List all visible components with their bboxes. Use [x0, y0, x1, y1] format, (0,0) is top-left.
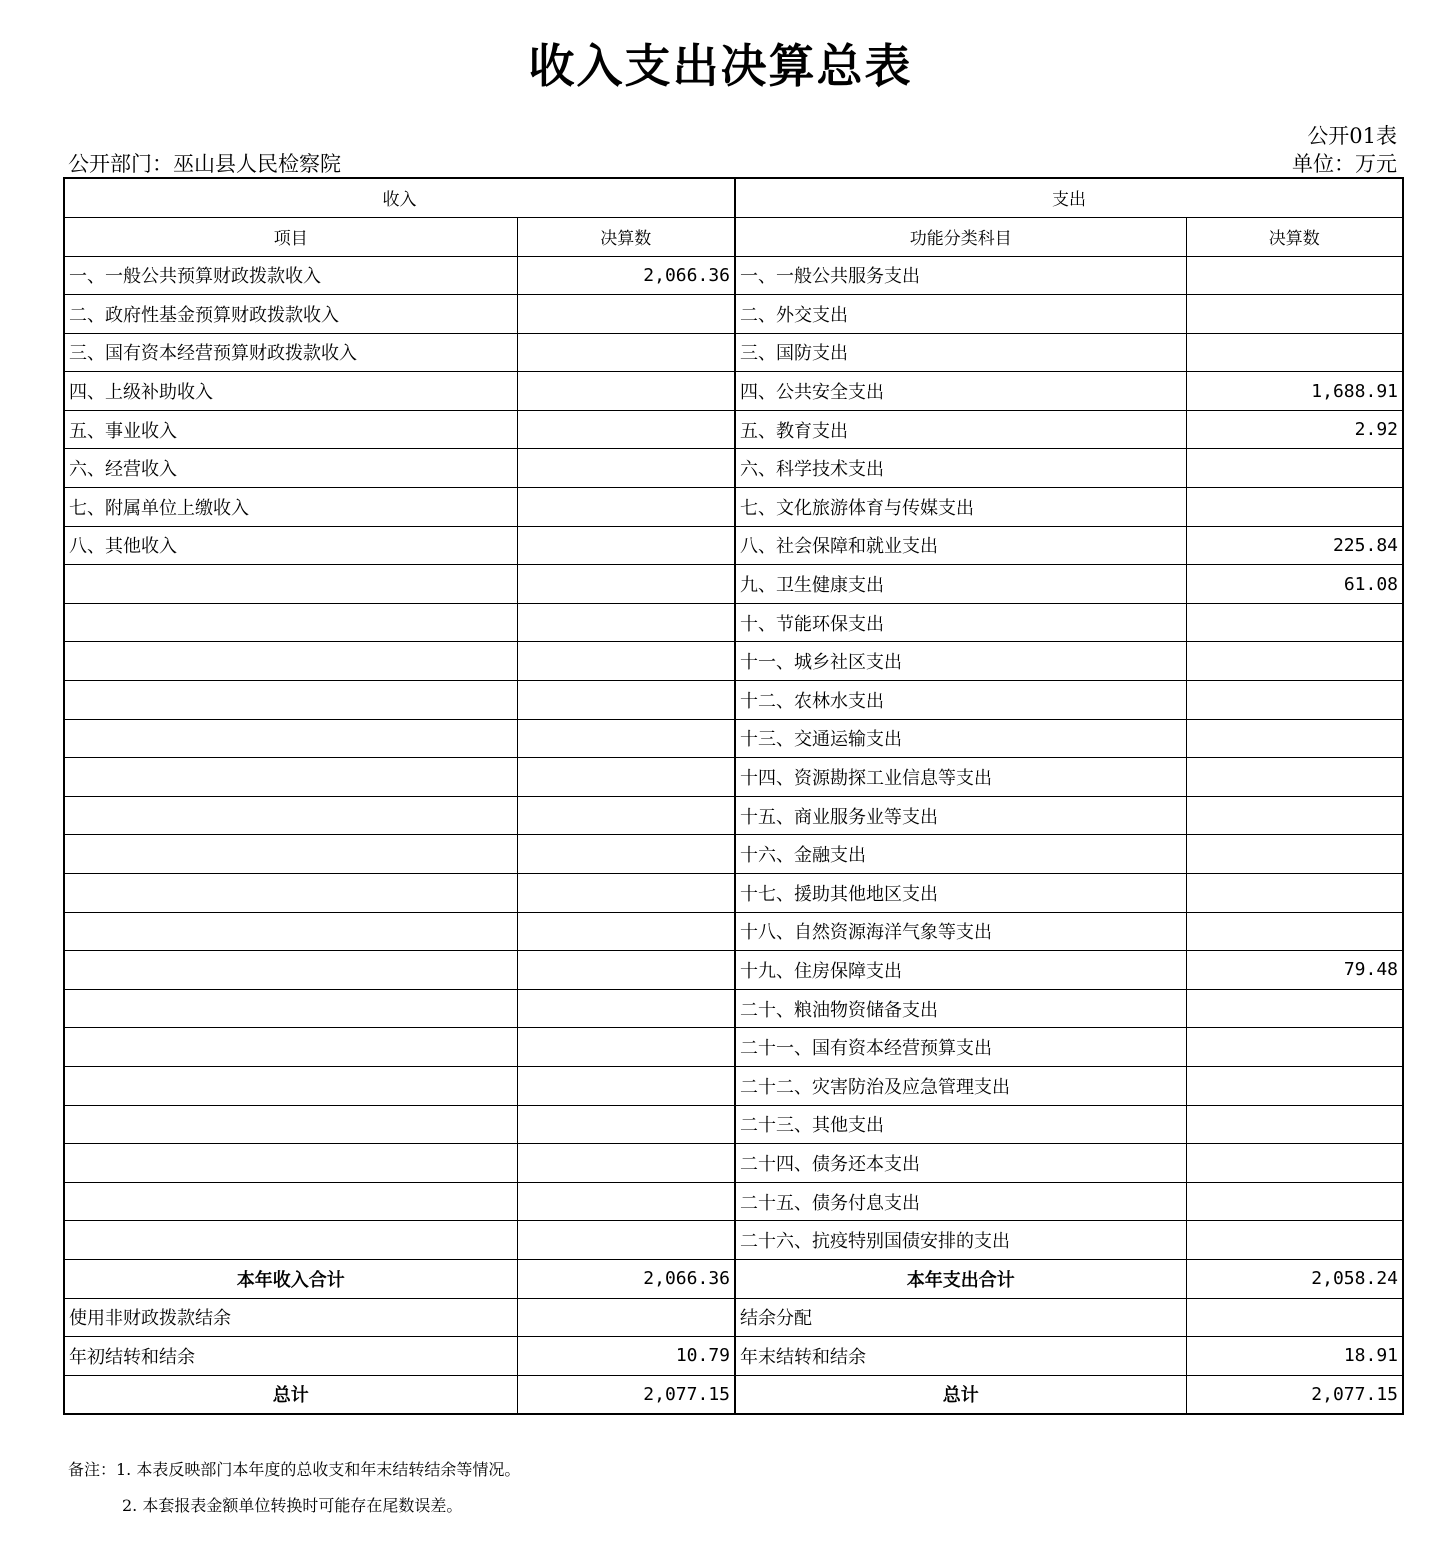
- expense-item-cell: 三、国防支出: [735, 333, 1186, 372]
- income-item-cell: 三、国有资本经营预算财政拨款收入: [64, 333, 517, 372]
- expense-value-cell: 225.84: [1186, 526, 1403, 565]
- income-item-cell: 二、政府性基金预算财政拨款收入: [64, 295, 517, 334]
- expense-value-cell: [1186, 603, 1403, 642]
- expense-item-cell: 八、社会保障和就业支出: [735, 526, 1186, 565]
- income-value-cell: [517, 989, 735, 1028]
- carry-over-row: [64, 1337, 1403, 1376]
- expense-value-cell: [1186, 681, 1403, 720]
- expense-value-cell: [1186, 642, 1403, 681]
- table-row: [64, 1221, 1403, 1260]
- expense-item-cell: 二十三、其他支出: [735, 1105, 1186, 1144]
- expense-item-cell: 二十五、债务付息支出: [735, 1182, 1186, 1221]
- income-item-cell: [64, 681, 517, 720]
- non-fiscal-row: [64, 1298, 1403, 1337]
- income-total-label: 本年收入合计: [64, 1259, 517, 1298]
- expense-section-header: 支出: [735, 178, 1403, 217]
- header-row-columns: [64, 217, 1403, 256]
- grand-total-row: [64, 1375, 1403, 1414]
- income-value-cell: [517, 796, 735, 835]
- expense-item-cell: 二十六、抗疫特别国债安排的支出: [735, 1221, 1186, 1260]
- table-row: [64, 681, 1403, 720]
- income-value-cell: [517, 1066, 735, 1105]
- table-row: [64, 1144, 1403, 1183]
- income-item-cell: 一、一般公共预算财政拨款收入: [64, 256, 517, 295]
- expense-item-cell: 四、公共安全支出: [735, 372, 1186, 411]
- expense-item-cell: 五、教育支出: [735, 410, 1186, 449]
- income-value-cell: [517, 758, 735, 797]
- item-column-header: 项目: [64, 217, 517, 256]
- income-item-cell: [64, 1105, 517, 1144]
- expense-value-cell: [1186, 1028, 1403, 1067]
- income-item-cell: [64, 603, 517, 642]
- expense-item-cell: 七、文化旅游体育与传媒支出: [735, 488, 1186, 527]
- expense-total-label: 本年支出合计: [735, 1259, 1186, 1298]
- expense-value-cell: [1186, 1105, 1403, 1144]
- table-row: [64, 333, 1403, 372]
- department-label: 公开部门：巫山县人民检察院: [68, 152, 341, 176]
- income-item-cell: [64, 758, 517, 797]
- table-row: [64, 1066, 1403, 1105]
- expense-value-cell: [1186, 449, 1403, 488]
- expense-item-cell: 十二、农林水支出: [735, 681, 1186, 720]
- grand-expense-label: 总计: [735, 1375, 1186, 1414]
- expense-amount-column-header: 决算数: [1186, 217, 1403, 256]
- expense-item-cell: 十三、交通运输支出: [735, 719, 1186, 758]
- table-row: [64, 642, 1403, 681]
- end-carry-value: 18.91: [1186, 1337, 1403, 1376]
- expense-item-cell: 六、科学技术支出: [735, 449, 1186, 488]
- non-fiscal-label: 使用非财政拨款结余: [64, 1298, 517, 1337]
- table-row: [64, 410, 1403, 449]
- expense-value-cell: 2.92: [1186, 410, 1403, 449]
- table-row: [64, 1028, 1403, 1067]
- expense-value-cell: [1186, 295, 1403, 334]
- expense-item-cell: 二、外交支出: [735, 295, 1186, 334]
- expense-value-cell: [1186, 912, 1403, 951]
- table-row: [64, 488, 1403, 527]
- table-row: [64, 372, 1403, 411]
- income-value-cell: [517, 912, 735, 951]
- expense-value-cell: [1186, 758, 1403, 797]
- expense-item-cell: 十五、商业服务业等支出: [735, 796, 1186, 835]
- income-item-cell: 六、经营收入: [64, 449, 517, 488]
- expense-total-value: 2,058.24: [1186, 1259, 1403, 1298]
- expense-value-cell: [1186, 719, 1403, 758]
- surplus-distribution-value: [1186, 1298, 1403, 1337]
- income-value-cell: [517, 874, 735, 913]
- footnotes: [68, 1452, 520, 1524]
- income-item-cell: [64, 1028, 517, 1067]
- begin-carry-label: 年初结转和结余: [64, 1337, 517, 1376]
- expense-value-cell: [1186, 1066, 1403, 1105]
- header-row-sections: [64, 178, 1403, 217]
- table-row: [64, 989, 1403, 1028]
- table-row: [64, 603, 1403, 642]
- expense-item-cell: 十一、城乡社区支出: [735, 642, 1186, 681]
- income-value-cell: 2,066.36: [517, 256, 735, 295]
- income-value-cell: [517, 449, 735, 488]
- income-item-cell: [64, 951, 517, 990]
- expense-item-cell: 一、一般公共服务支出: [735, 256, 1186, 295]
- table-row: [64, 758, 1403, 797]
- page-title: 收入支出决算总表: [528, 39, 913, 93]
- expense-item-cell: 二十一、国有资本经营预算支出: [735, 1028, 1186, 1067]
- income-value-cell: [517, 410, 735, 449]
- table-row: [64, 449, 1403, 488]
- end-carry-label: 年末结转和结余: [735, 1337, 1186, 1376]
- income-value-cell: [517, 603, 735, 642]
- income-item-cell: [64, 835, 517, 874]
- income-value-cell: [517, 333, 735, 372]
- expense-item-cell: 二十四、债务还本支出: [735, 1144, 1186, 1183]
- expense-value-cell: [1186, 333, 1403, 372]
- expense-item-cell: 十、节能环保支出: [735, 603, 1186, 642]
- income-item-cell: [64, 796, 517, 835]
- table-row: [64, 1105, 1403, 1144]
- income-value-cell: [517, 642, 735, 681]
- expense-value-cell: [1186, 989, 1403, 1028]
- expense-value-cell: [1186, 1182, 1403, 1221]
- income-item-cell: [64, 565, 517, 604]
- expense-item-cell: 十八、自然资源海洋气象等支出: [735, 912, 1186, 951]
- expense-value-cell: [1186, 796, 1403, 835]
- income-item-cell: [64, 642, 517, 681]
- income-value-cell: [517, 951, 735, 990]
- non-fiscal-value: [517, 1298, 735, 1337]
- income-item-cell: 七、附属单位上缴收入: [64, 488, 517, 527]
- expense-value-cell: [1186, 1221, 1403, 1260]
- income-item-cell: [64, 1221, 517, 1260]
- income-value-cell: [517, 295, 735, 334]
- income-value-cell: [517, 565, 735, 604]
- expense-item-cell: 十六、金融支出: [735, 835, 1186, 874]
- table-row: [64, 835, 1403, 874]
- income-value-cell: [517, 372, 735, 411]
- income-item-cell: [64, 1066, 517, 1105]
- table-row: [64, 719, 1403, 758]
- table-row: [64, 526, 1403, 565]
- income-item-cell: [64, 719, 517, 758]
- expense-item-cell: 二十二、灾害防治及应急管理支出: [735, 1066, 1186, 1105]
- income-item-cell: [64, 874, 517, 913]
- table-row: [64, 1182, 1403, 1221]
- income-value-cell: [517, 1221, 735, 1260]
- income-value-cell: [517, 835, 735, 874]
- income-section-header: 收入: [64, 178, 735, 217]
- income-item-cell: 八、其他收入: [64, 526, 517, 565]
- table-row: [64, 565, 1403, 604]
- footnote-1: 备注：1. 本表反映部门本年度的总收支和年末结转结余等情况。: [68, 1460, 521, 1479]
- expense-value-cell: [1186, 488, 1403, 527]
- table-row: [64, 874, 1403, 913]
- expense-value-cell: [1186, 1144, 1403, 1183]
- expense-item-cell: 十九、住房保障支出: [735, 951, 1186, 990]
- income-total-value: 2,066.36: [517, 1259, 735, 1298]
- expense-item-cell: 九、卫生健康支出: [735, 565, 1186, 604]
- income-amount-column-header: 决算数: [517, 217, 735, 256]
- grand-income-label: 总计: [64, 1375, 517, 1414]
- footnote-2: 2. 本套报表金额单位转换时可能存在尾数误差。: [122, 1496, 463, 1515]
- income-item-cell: [64, 1182, 517, 1221]
- table-row: [64, 796, 1403, 835]
- income-item-cell: 四、上级补助收入: [64, 372, 517, 411]
- expense-value-cell: [1186, 835, 1403, 874]
- income-item-cell: 五、事业收入: [64, 410, 517, 449]
- income-item-cell: [64, 912, 517, 951]
- grand-expense-value: 2,077.15: [1186, 1375, 1403, 1414]
- expense-item-cell: 十四、资源勘探工业信息等支出: [735, 758, 1186, 797]
- income-item-cell: [64, 989, 517, 1028]
- income-value-cell: [517, 526, 735, 565]
- surplus-distribution-label: 结余分配: [735, 1298, 1186, 1337]
- income-item-cell: [64, 1144, 517, 1183]
- income-value-cell: [517, 1028, 735, 1067]
- expense-value-cell: [1186, 874, 1403, 913]
- table-row: [64, 912, 1403, 951]
- income-value-cell: [517, 1105, 735, 1144]
- income-expense-total-row: [64, 1259, 1403, 1298]
- expense-item-cell: 十七、援助其他地区支出: [735, 874, 1186, 913]
- income-value-cell: [517, 681, 735, 720]
- table-row: [64, 295, 1403, 334]
- income-value-cell: [517, 488, 735, 527]
- expense-value-cell: 1,688.91: [1186, 372, 1403, 411]
- unit-label: 单位：万元: [1292, 152, 1397, 176]
- expense-value-cell: 61.08: [1186, 565, 1403, 604]
- grand-income-value: 2,077.15: [517, 1375, 735, 1414]
- budget-table: [63, 177, 1404, 1415]
- function-category-column-header: 功能分类科目: [735, 217, 1186, 256]
- table-row: [64, 256, 1403, 295]
- form-number: 公开01表: [1307, 124, 1397, 148]
- begin-carry-value: 10.79: [517, 1337, 735, 1376]
- income-value-cell: [517, 1182, 735, 1221]
- expense-value-cell: 79.48: [1186, 951, 1403, 990]
- expense-value-cell: [1186, 256, 1403, 295]
- income-value-cell: [517, 1144, 735, 1183]
- expense-item-cell: 二十、粮油物资储备支出: [735, 989, 1186, 1028]
- table-row: [64, 951, 1403, 990]
- income-value-cell: [517, 719, 735, 758]
